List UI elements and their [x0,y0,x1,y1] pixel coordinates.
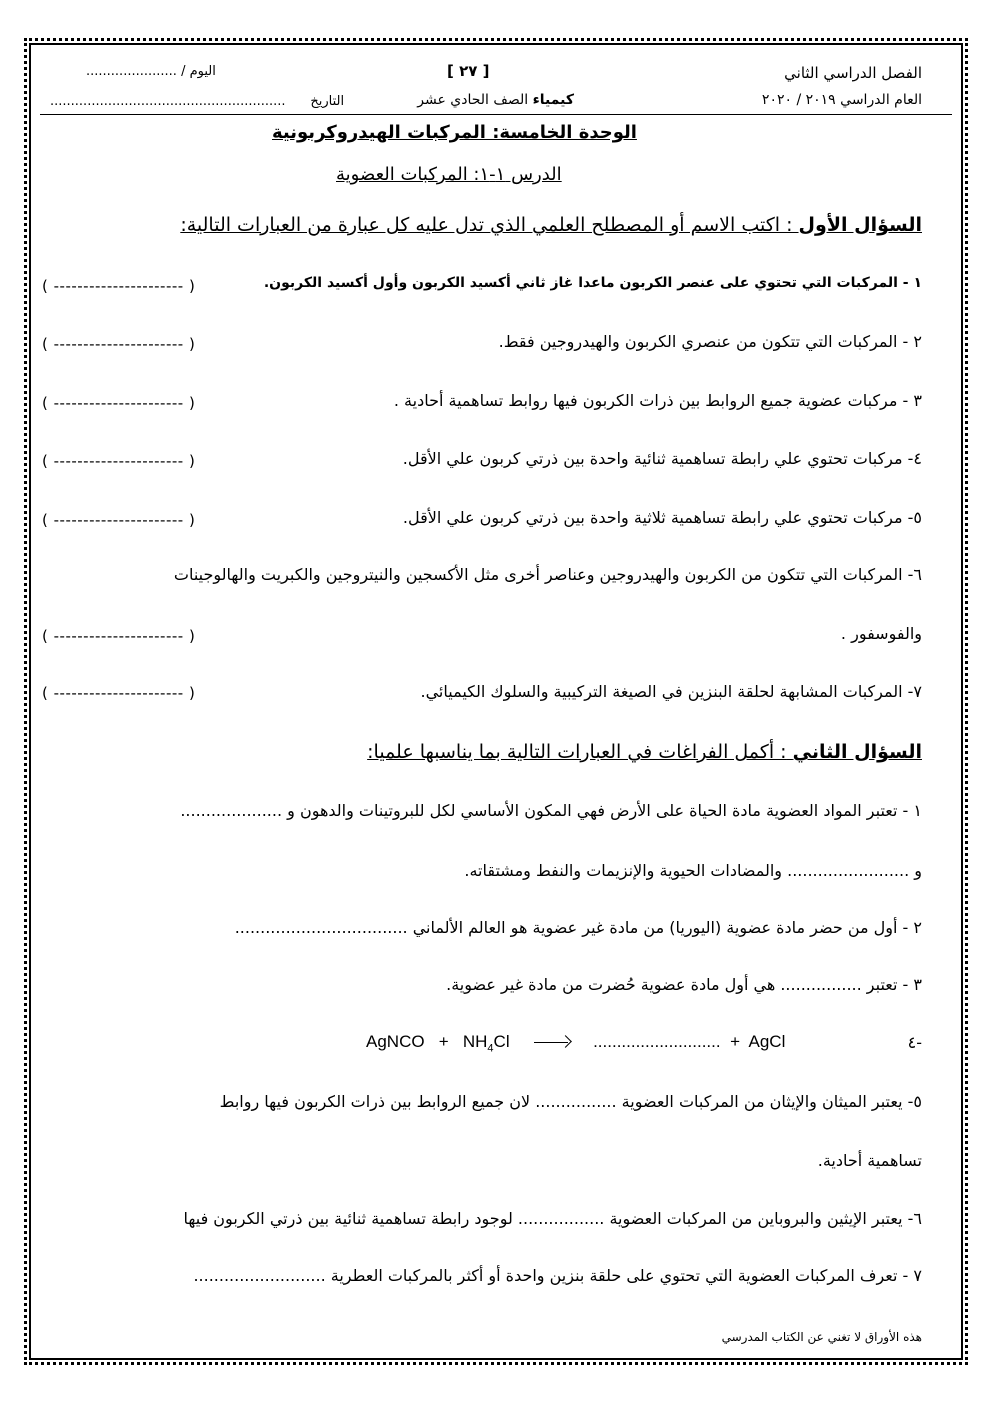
question-2-instruction: : أكمل الفراغات في العبارات التالية بما يناسبها علميا: [367,741,787,763]
q1-item-6-continued: والفوسفور . [840,624,922,643]
date-label: التاريخ [310,94,345,109]
subject-line [417,92,574,108]
q1-item-1: ١ - المركبات التي تحتوي على عنصر الكربون ماعدا غاز ثاني أكسيد الكربون وأول أكسيد الكربون. [263,275,922,291]
page-number: [ ٢٧ ] [447,62,490,80]
semester-label: الفصل الدراسي الثاني [784,64,922,82]
header-divider [40,114,952,115]
q1-answer-1[interactable]: ( ---------------------- ) [42,277,196,295]
q1-item-2: ٢ - المركبات التي تتكون من عنصري الكربون والهيدروجين فقط. [498,332,922,351]
subject-name: كيمياء [532,92,574,108]
day-dots: ...................... [86,64,177,79]
q1-item-5: ٥- مركبات تحتوي علي رابطة تساهمية ثلاثية واحدة بين ذرتي كربون علي الأقل. [402,508,922,527]
q2-item-7: ٧ - تعرف المركبات العضوية التي تحتوي على حلقة بنزين واحدة أو أكثر بالمركبات العطرية .......................... [193,1266,922,1285]
q1-item-7: ٧- المركبات المشابهة لحلقة البنزين في الصيغة التركيبية والسلوك الكيميائي. [420,682,922,701]
eq-product: AgCl [748,1032,786,1051]
eq-plus-1: + [438,1032,449,1051]
lesson-title: الدرس ١-١: المركبات العضوية [336,164,562,185]
question-1-instruction: : اكتب الاسم أو المصطلح العلمي الذي تدل عليه كل عبارة من العبارات التالية: [180,214,793,236]
q1-answer-7[interactable]: ( ---------------------- ) [42,684,196,702]
q2-item-4-number: -٤ [907,1033,922,1052]
q1-answer-3[interactable]: ( ---------------------- ) [42,394,196,412]
q2-item-5: ٥- يعتبر الميثان والإيثان من المركبات العضوية ................ لان جميع الروابط بين ذرات الكربون فيها روابط [219,1092,922,1111]
q2-item-1-continued: و ........................ والمضادات الحيوية والإنزيمات والنفط ومشتقاته. [464,861,922,880]
eq-reactant-2: $NH_4Cl$ [462,1032,510,1055]
q1-answer-2[interactable]: ( ---------------------- ) [42,335,196,353]
date-field[interactable] [50,94,344,109]
date-dots: ......................................................... [50,94,286,109]
q1-answer-6[interactable]: ( ---------------------- ) [42,627,196,645]
day-label: اليوم / [181,64,216,79]
q1-answer-5[interactable]: ( ---------------------- ) [42,511,196,529]
eq-plus-2: + [730,1032,740,1051]
q1-item-6: ٦- المركبات التي تتكون من الكربون والهيدروجين وعناصر أخرى مثل الأكسجين والنيتروجين والكبريت والهالوجينات [173,565,922,584]
eq-reactant-1: AgNCO [366,1032,425,1051]
day-field[interactable] [86,64,216,79]
eq-blank[interactable]: ........................... [593,1032,721,1051]
question-1-label: السؤال الأول [798,214,922,236]
q2-item-3: ٣ - تعتبر ................ هي أول مادة عضوية حُضرت من مادة غير عضوية. [446,975,922,994]
q1-item-3: ٣ - مركبات عضوية جميع الروابط بين ذرات الكربون فيها روابط تساهمية أحادية . [393,391,922,410]
q1-answer-4[interactable]: ( ---------------------- ) [42,452,196,470]
grade-name: الصف الحادي عشر [417,92,529,108]
academic-year: العام الدراسي ٢٠١٩ / ٢٠٢٠ [761,92,922,108]
q2-item-2: ٢ - أول من حضر مادة عضوية (اليوريا) من مادة غير عضوية هو العالم الألماني .................................. [234,918,922,937]
q2-item-1: ١ - تعتبر المواد العضوية مادة الحياة على الأرض فهي المكون الأساسي لكل للبروتينات والدهون و .................... [180,801,922,820]
q2-item-6: ٦- يعتبر الإيثين والبروباين من المركبات العضوية ................. لوجود رابطة تساهمية ثنائية بين ذرتي الكربون فيها [183,1209,922,1228]
footer-note: هذه الأوراق لا تغني عن الكتاب المدرسي [721,1330,922,1344]
unit-title: الوحدة الخامسة: المركبات الهيدروكربونية [272,122,637,143]
question-1-title [180,214,922,236]
question-2-label: السؤال الثاني [792,741,922,763]
reaction-arrow-icon [534,1042,568,1043]
q2-item-4-equation [366,1032,785,1054]
question-2-title [367,741,922,763]
q2-item-5-continued: تساهمية أحادية. [817,1151,922,1170]
q1-item-4: ٤- مركبات تحتوي علي رابطة تساهمية ثنائية واحدة بين ذرتي كربون علي الأقل. [402,449,922,468]
